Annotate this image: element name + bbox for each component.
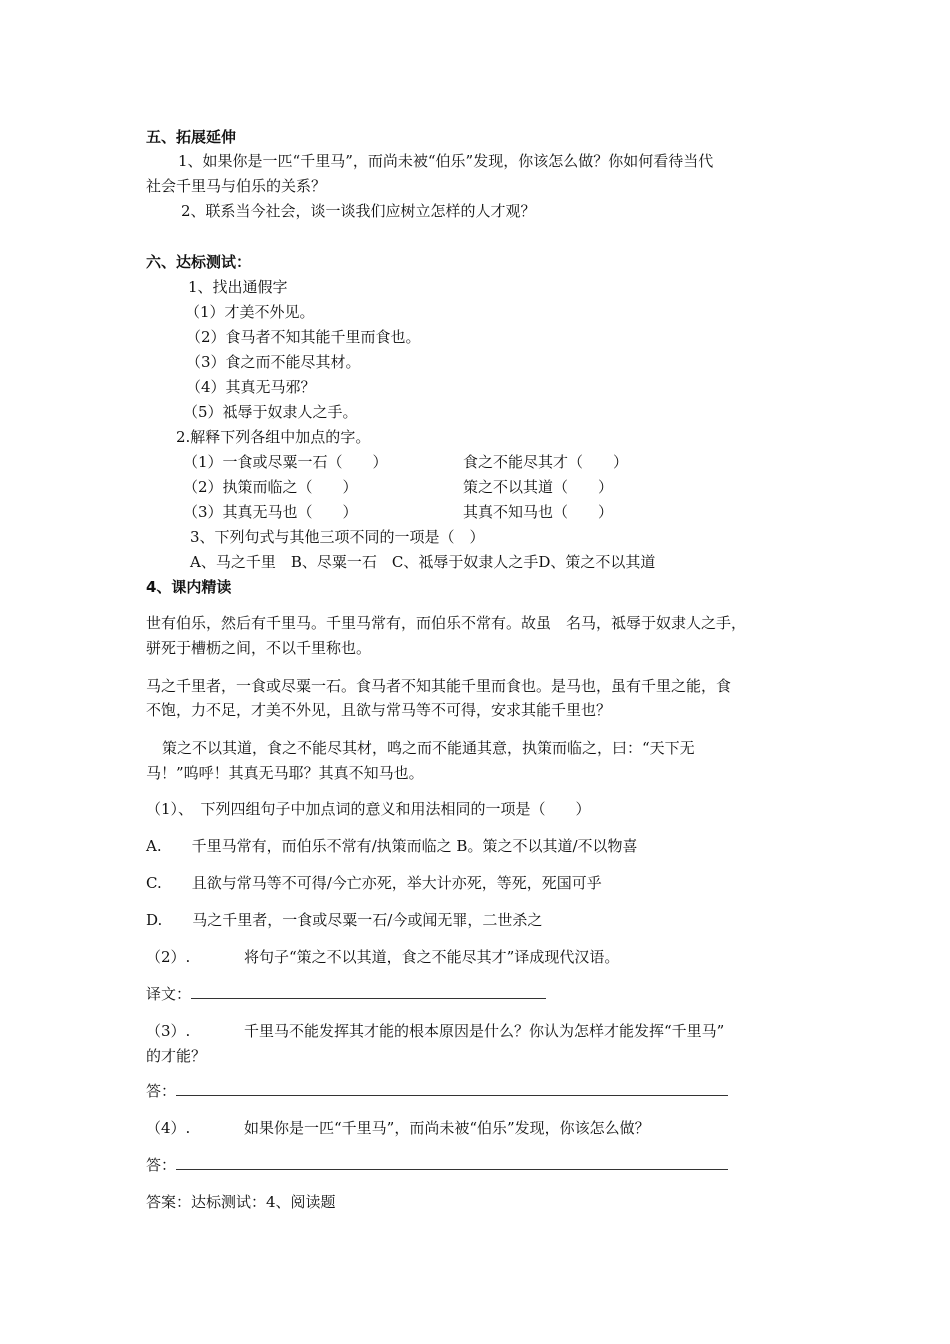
answer-key: 答案：达标测试：4、阅读题 (146, 1193, 336, 1211)
answer-line (146, 1081, 728, 1101)
question-number: （2）. (146, 948, 191, 966)
answer-label: 答： (146, 1156, 177, 1174)
answer-blank (176, 1081, 728, 1096)
question-text: 千里马不能发挥其才能的根本原因是什么？你认为怎样才能发挥“千里马” (244, 1022, 725, 1040)
answer-line (146, 984, 546, 1004)
question-text: 将句子“策之不以其道，食之不能尽其才”译成现代汉语。 (244, 948, 620, 966)
list-item: （3）其真无马也（ ） (183, 503, 358, 521)
section-five-heading: 五、拓展延伸 (146, 128, 237, 146)
passage-text: 策之不以其道，食之不能尽其材，鸣之而不能通其意，执策而临之，曰：“天下无 (162, 739, 695, 757)
section-four-heading: 4、课内精读 (146, 578, 232, 596)
question-text: 1、找出通假字 (188, 278, 288, 296)
question-number: （4）. (146, 1119, 191, 1137)
passage-text: 不饱，力不足，才美不外见，且欲与常马等不可得，安求其能千里也？ (146, 701, 612, 719)
option-a: A. 千里马常有，而伯乐不常有/执策而临之 B。策之不以其道/不以物喜 (146, 837, 638, 855)
options-text: A、马之千里 B、尽粟一石 C、祗辱于奴隶人之手D、策之不以其道 (190, 553, 656, 571)
list-item: 策之不以其道（ ） (463, 478, 614, 496)
answer-blank (191, 984, 546, 999)
question-text: 2、联系当今社会，谈一谈我们应树立怎样的人才观？ (181, 202, 536, 220)
passage-text: 世有伯乐，然后有千里马。千里马常有，而伯乐不常有。故虽 名马，祗辱于奴隶人之手， (146, 614, 747, 632)
option-d: D. 马之千里者，一食或尽粟一石/今或闻无罪，二世杀之 (146, 911, 543, 929)
question-text: 社会千里马与伯乐的关系？ (146, 177, 327, 195)
list-item: （1）一食或尽粟一石（ ） (183, 453, 388, 471)
answer-label: 译文： (146, 985, 192, 1003)
list-item: （4）其真无马邪？ (186, 378, 316, 396)
passage-text: 骈死于槽枥之间，不以千里称也。 (146, 639, 372, 657)
list-item: （1）才美不外见。 (185, 303, 315, 321)
question-text: （1）、 下列四组句子中加点词的意义和用法相同的一项是（ ） (146, 800, 591, 818)
question-text: 3、下列句式与其他三项不同的一项是（ ） (190, 528, 485, 546)
question-text: 2.解释下列各组中加点的字。 (176, 428, 371, 446)
answer-blank (176, 1155, 728, 1170)
question-number: （3）. (146, 1022, 191, 1040)
list-item: （3）食之而不能尽其材。 (186, 353, 361, 371)
answer-label: 答： (146, 1082, 177, 1100)
passage-text: 马之千里者，一食或尽粟一石。食马者不知其能千里而食也。是马也，虽有千里之能，食 (146, 677, 732, 695)
list-item: 食之不能尽其才（ ） (463, 453, 629, 471)
list-item: 其真不知马也（ ） (463, 503, 614, 521)
passage-text: 马！”呜呼！其真无马耶？其真不知马也。 (146, 764, 424, 782)
option-c: C. 且欲与常马等不可得/今亡亦死，举大计亦死，等死，死国可乎 (146, 874, 602, 892)
list-item: （2）执策而临之（ ） (183, 478, 358, 496)
question-text: 的才能？ (146, 1047, 207, 1065)
list-item: （2）食马者不知其能千里而食也。 (186, 328, 421, 346)
question-text: 如果你是一匹“千里马”，而尚未被“伯乐”发现，你该怎么做？ (244, 1119, 650, 1137)
section-six-heading: 六、达标测试： (146, 253, 252, 271)
answer-line (146, 1155, 728, 1175)
question-text: 1、如果你是一匹“千里马”，而尚未被“伯乐”发现，你该怎么做？你如何看待当代 (178, 152, 714, 170)
list-item: （5）祗辱于奴隶人之手。 (183, 403, 358, 421)
